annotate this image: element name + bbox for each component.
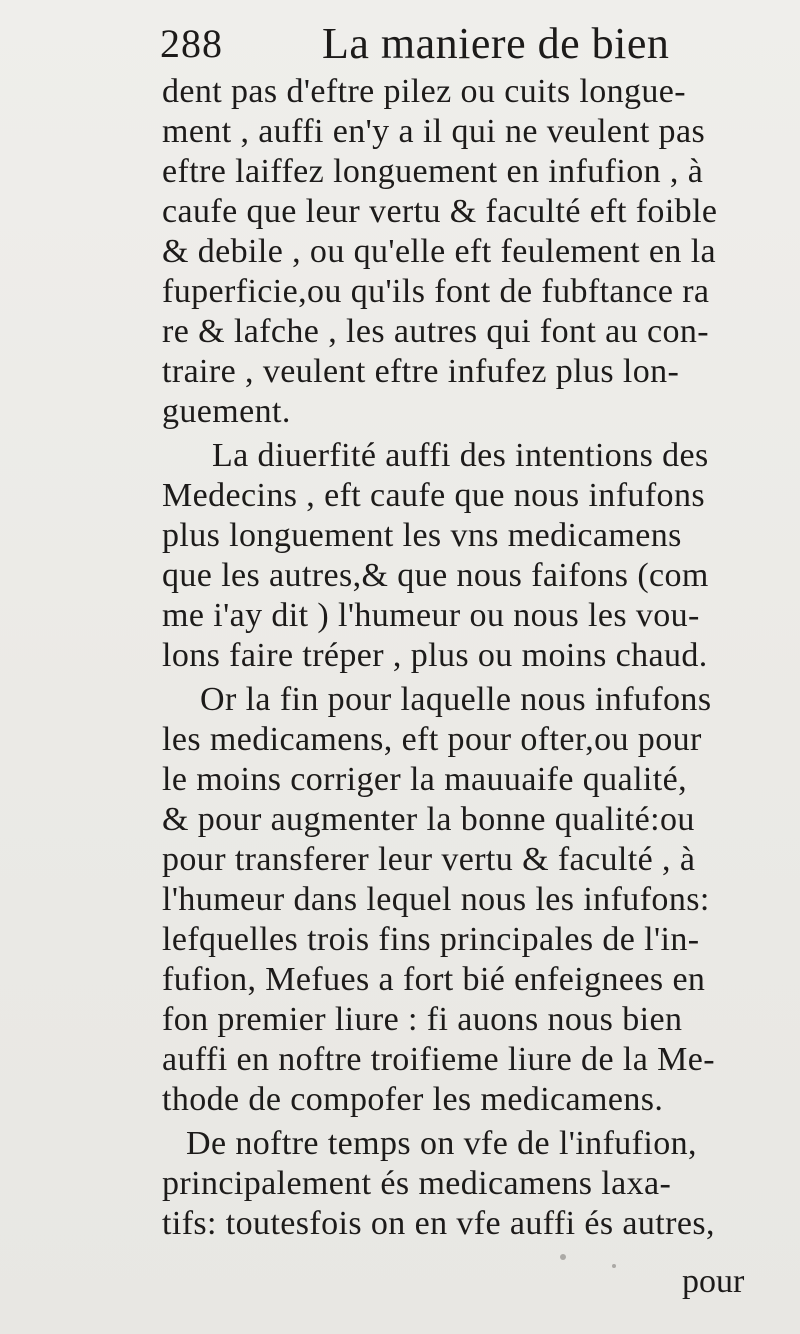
text-line: caufe que leur vertu & faculté eft foible — [162, 193, 718, 230]
text-line: re & lafche , les autres qui font au con- — [162, 313, 709, 350]
text-line: dent pas d'eftre pilez ou cuits longue- — [162, 73, 687, 110]
text-line: l'humeur dans lequel nous les infufons: — [162, 881, 710, 918]
catchword: pour — [682, 1263, 745, 1300]
text-line: plus longuement les vns medicamens — [162, 517, 682, 554]
text-line: fufion, Mefues a fort bié enfeignees en — [162, 961, 706, 998]
text-line: lefquelles trois fins principales de l'in- — [162, 921, 700, 958]
text-line: auffi en noftre troifieme liure de la Me- — [162, 1041, 715, 1078]
page-number: 288 — [160, 21, 223, 66]
text-line: le moins corriger la mauuaife qualité, — [162, 761, 688, 798]
text-line: lons faire tréper , plus ou moins chaud. — [162, 637, 708, 674]
paragraph-first-line: La diuerfité auffi des intentions des — [212, 437, 709, 474]
text-line: fuperficie,ou qu'ils font de fubftance ra — [162, 273, 710, 310]
paragraph-first-line: De noftre temps on vfe de l'infufion, — [186, 1125, 697, 1162]
ink-blot — [612, 1264, 616, 1268]
text-line: fon premier liure : fi auons nous bien — [162, 1001, 683, 1038]
text-line: eftre laiffez longuement en infufion , à — [162, 153, 704, 190]
ink-blot — [560, 1254, 566, 1260]
page-header — [0, 14, 800, 74]
text-line: Medecins , eft caufe que nous infufons — [162, 477, 705, 514]
text-line: les medicamens, eft pour ofter,ou pour — [162, 721, 702, 758]
text-line: guement. — [162, 393, 291, 430]
text-line: & pour augmenter la bonne qualité:ou — [162, 801, 695, 838]
text-line: que les autres,& que nous faifons (com — [162, 557, 709, 594]
text-line: me i'ay dit ) l'humeur ou nous les vou- — [162, 597, 700, 634]
paragraph-first-line: Or la fin pour laquelle nous infufons — [200, 681, 712, 718]
text-line: principalement és medicamens laxa- — [162, 1165, 672, 1202]
text-line: pour transferer leur vertu & faculté , à — [162, 841, 696, 878]
text-line: & debile , ou qu'elle eft feulement en la — [162, 233, 717, 270]
text-line: ment , auffi en'y a il qui ne veulent pas — [162, 113, 706, 150]
text-line: thode de compofer les medicamens. — [162, 1081, 664, 1118]
text-line: traire , veulent eftre infufez plus lon- — [162, 353, 680, 390]
running-head: La maniere de bien — [322, 19, 670, 68]
text-line: tifs: toutesfois on en vfe auffi és autres, — [162, 1205, 715, 1242]
